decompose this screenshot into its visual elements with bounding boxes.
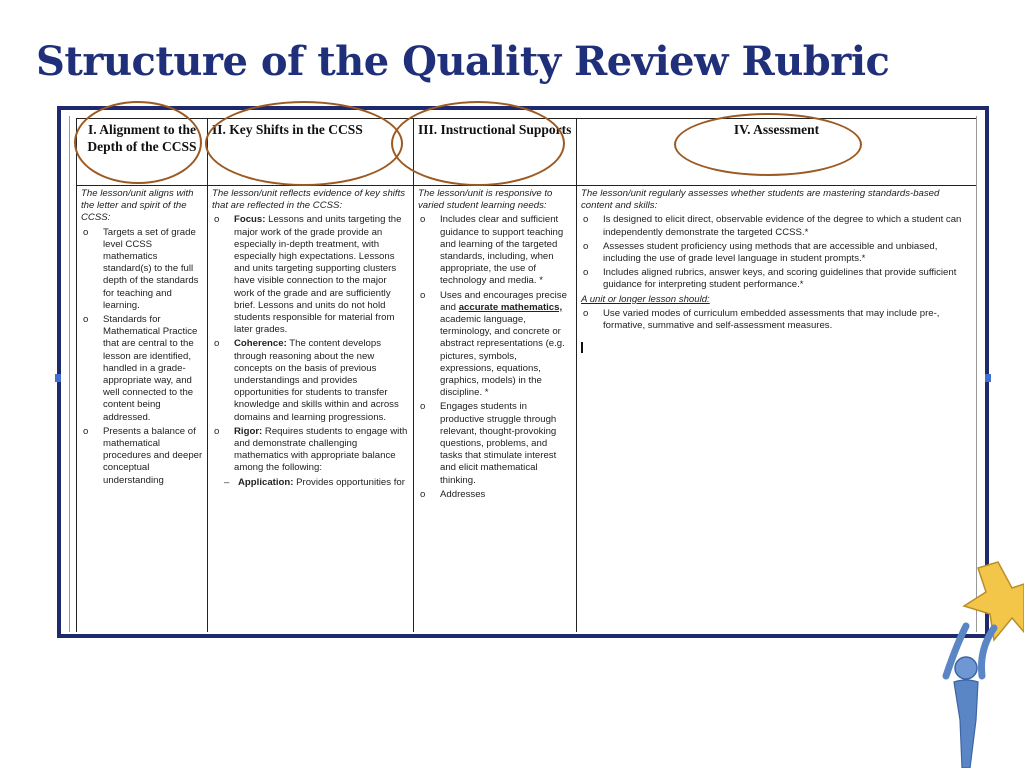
list-item: o Includes clear and sufficient guidance to support teaching and learning of the targeted standards, including, when appropriate, the use of technology and media. * — [418, 214, 572, 287]
list-item — [212, 338, 409, 423]
application-text: Provides opportunities for — [296, 476, 405, 488]
header-alignment: I. Alignment to the Depth of the CCSS — [77, 119, 208, 186]
cell-key-shifts — [208, 186, 414, 633]
rigor-label: Rigor: — [234, 425, 263, 437]
rubric-image-frame — [57, 106, 989, 638]
assessment-list — [581, 214, 972, 291]
page-title: Structure of the Quality Review Rubric — [36, 38, 890, 85]
coherence-text: The content develops through reasoning about the new concepts on the basis of previous understandings and provides opportunities for students to transfer knowledge and skills within and across domains and learning progressions. — [234, 338, 399, 423]
header-assessment: IV. Assessment — [577, 119, 977, 186]
item2-emphasis: accurate mathematics, — [458, 301, 563, 313]
resize-handle-right[interactable] — [985, 374, 991, 382]
text-cursor — [581, 342, 583, 353]
supports-list — [418, 214, 572, 501]
rigor-text: Requires students to engage with and demonstrate challenging mathematics with appropriate balance among the following: — [234, 425, 408, 474]
person-head — [955, 657, 977, 679]
header-instructional-supports: III. Instructional Supports — [414, 119, 577, 186]
alignment-list — [81, 227, 203, 487]
list-item: o Is designed to elicit direct, observable evidence of the degree to which a student can independently demonstrate the targeted CCSS.* — [581, 214, 972, 238]
assessment-intro: The lesson/unit regularly assesses whether students are mastering standards-based content and skills: — [581, 188, 940, 212]
list-item: o Use varied modes of curriculum embedded assessments that may include pre-, formative, summative and self-assessment measures. — [581, 308, 972, 332]
highlight-circle-assessment — [674, 113, 862, 176]
list-item — [212, 426, 409, 475]
cell-instructional-supports — [414, 186, 577, 633]
highlight-circle-instructional-supports — [391, 101, 565, 186]
item2-pre: Uses and encourages precise and — [440, 289, 567, 313]
coherence-label: Coherence: — [234, 338, 287, 350]
list-item: o Presents a balance of mathematical procedures and deeper conceptual understanding — [81, 426, 203, 487]
assessment-note-list — [581, 308, 972, 332]
assessment-note: A unit or longer lesson should: — [581, 293, 710, 305]
list-item — [212, 214, 409, 336]
person-holding-star-icon — [928, 548, 1024, 768]
table-row — [77, 186, 977, 633]
list-item: o Targets a set of grade level CCSS mathematics standard(s) to the full depth of the standards for teaching and learning. — [81, 227, 203, 312]
key-shifts-list — [212, 214, 409, 488]
alignment-intro: The lesson/unit aligns with the letter and spirit of the CCSS: — [81, 188, 194, 224]
focus-label: Focus: — [234, 214, 266, 226]
cell-assessment — [577, 186, 977, 633]
list-item: o Standards for Mathematical Practice that are central to the lesson are identified, handled in a grade-appropriate way, and well connected to the content being addressed. — [81, 314, 203, 424]
focus-text: Lessons and units targeting the major work of the grade provide an especially in-depth treatment, with especially high expectations. Lessons and units targeting supporting clusters have visible connection to the major work of the grade and are sufficiently brief. Lessons and units do not hold students responsible for material from later grades. — [234, 214, 402, 336]
list-item: o Includes aligned rubrics, answer keys, and scoring guidelines that provide sufficient guidance for interpreting student performance.* — [581, 267, 972, 291]
key-shifts-intro: The lesson/unit reflects evidence of key shifts that are reflected in the CCSS: — [212, 188, 406, 212]
supports-intro: The lesson/unit is responsive to varied student learning needs: — [418, 188, 553, 212]
application-label: Application: — [238, 476, 294, 488]
list-item: o Assesses student proficiency using methods that are accessible and unbiased, including the use of grade level language in student prompts.* — [581, 241, 972, 265]
person-body — [954, 680, 978, 768]
header-key-shifts: II. Key Shifts in the CCSS — [208, 119, 414, 186]
cell-alignment — [77, 186, 208, 633]
list-item — [418, 290, 572, 400]
list-item — [212, 477, 409, 489]
rubric-page — [69, 116, 977, 632]
rubric-table — [76, 118, 977, 632]
highlight-circle-alignment — [74, 101, 202, 184]
list-item: o Engages students in productive struggle through relevant, thought-provoking questions, problems, and tasks that stimulate interest and elicit mathematical thinking. — [418, 401, 572, 486]
item2-post: academic language, terminology, and concrete or abstract representations (e.g. pictures, symbols, expressions, equations, graphics, models) in the discipline. * — [440, 314, 565, 399]
resize-handle-left[interactable] — [55, 374, 61, 382]
highlight-circle-key-shifts — [205, 101, 403, 186]
list-item: o Addresses — [418, 489, 572, 501]
